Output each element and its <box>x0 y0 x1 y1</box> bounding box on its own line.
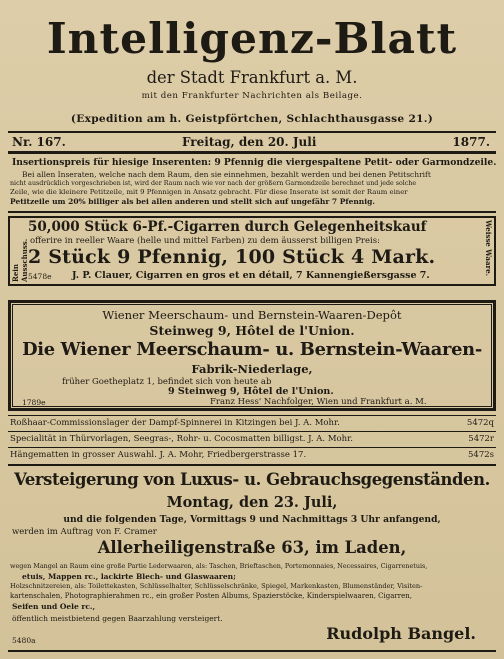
meerschaum-signature: Franz Hess' Nachfolger, Wien und Frankfurt a. M. <box>210 397 427 407</box>
cigar-side-left: Rein Ausschuss. <box>11 238 29 282</box>
auction-items-5: Seifen und Oele rc., <box>12 602 96 611</box>
auction-items-2: etuis, Mappen rc., lackirte Blech- und Glaswaaren; <box>22 572 236 581</box>
auction-order: werden im Auftrag von F. Cramer <box>12 527 157 537</box>
auction-date: Montag, den 23. Juli, <box>166 494 338 511</box>
auction-items-3: Holzschnitzereien, als: Toilettekasten, Schlüsselhalter, Schlüsselschränke, Spiegel, Markenkasten, Blumenständer, Visiten- <box>10 582 423 590</box>
auction-auctioneer: Rudolph Bangel. <box>326 624 476 643</box>
cigar-price: 2 Stück 9 Pfennig, 100 Stück 4 Mark. <box>28 246 436 268</box>
small-ad-ref: 5472s <box>468 450 494 460</box>
auction-days: und die folgenden Tage, Vormittags 9 und Nachmittags 3 Uhr anfangend, <box>63 514 441 525</box>
page-bottom-rule <box>8 650 496 652</box>
meerschaum-line-4: Fabrik-Niederlage, <box>191 362 313 376</box>
insertion-line-2: Bei allen Inseraten, welche nach dem Raum, den sie einnehmen, bezahlt werden und bei denen Petitschrift <box>22 170 431 179</box>
issue-year: 1877. <box>452 135 490 149</box>
auction-ref: 5480a <box>12 636 36 645</box>
issue-rule-bottom <box>8 151 496 154</box>
small-ads-rule-1 <box>8 415 496 416</box>
cigar-headline: 50,000 Stück 6-Pf.-Cigarren durch Gelegenheitskauf <box>28 219 427 235</box>
masthead-title: Intelligenz-Blatt <box>46 14 458 64</box>
small-ad-text: Specialität in Thürvorlagen, Seegras-, Rohr- u. Cocosmatten billigst. J. A. Mohr. <box>10 434 353 444</box>
insertion-line-1: Insertionspreis für hiesige Inserenten: 9 Pfennig die viergespaltene Petit- oder Garmondzeile. <box>12 157 497 168</box>
small-ad-text: Roßhaar-Commissionslager der Dampf-Spinnerei in Kitzingen bei J. A. Mohr. <box>10 418 340 428</box>
meerschaum-line-2: Steinweg 9, Hôtel de l'Union. <box>149 323 355 338</box>
issue-date: Freitag, den 20. Juli <box>182 135 317 149</box>
small-ad-ref: 5472q <box>466 418 494 428</box>
small-ad-text: Hängematten in grosser Auswahl. J. A. Mohr, Friedbergerstrasse 17. <box>10 450 307 460</box>
small-ad-row <box>10 418 494 428</box>
cigar-side-right: Weisse Waare. <box>484 220 493 277</box>
issue-number: Nr. 167. <box>12 135 66 149</box>
small-ad-ref: 5472r <box>468 434 494 444</box>
auction-items-1: wegen Mangel an Raum eine große Partie Lederwaaren, als: Taschen, Brieftaschen, Portemonnaies, Necessaires, Cigarrenetuis, <box>10 562 428 570</box>
cigar-ref: 5478e <box>28 272 52 281</box>
small-ads-rule-4 <box>8 464 496 466</box>
auction-location: Allerheiligenstraße 63, im Laden, <box>97 538 407 557</box>
cigar-seller: J. P. Clauer, Cigarren en gros et en détail, 7 Kannengießersgasse 7. <box>72 270 430 281</box>
meerschaum-line-1: Wiener Meerschaum- und Bernstein-Waaren-Depôt <box>102 308 402 322</box>
masthead-supplement: mit den Frankfurter Nachrichten als Beilage. <box>141 91 363 101</box>
cigar-offer: offerire in reeller Waare (helle und mittel Farben) zu dem äusserst billigen Preis: <box>30 236 380 246</box>
auction-headline: Versteigerung von Luxus- u. Gebrauchsgegenständen. <box>14 470 490 489</box>
small-ads-rule-3 <box>8 447 496 448</box>
insertion-line-4: Zeile, wie die kleinere Petitzeile, mit 9 Pfennigen in Ansatz gebracht. Für diese Inserate ist somit der Raum einer <box>10 188 408 196</box>
meerschaum-line-3: Die Wiener Meerschaum- u. Bernstein-Waaren- <box>22 339 482 360</box>
masthead-expedition: (Expedition am h. Geistpförtchen, Schlachthausgasse 21.) <box>70 113 434 125</box>
masthead-subtitle: der Stadt Frankfurt a. M. <box>146 68 358 87</box>
meerschaum-line-5a: früher Goetheplatz 1, befindet sich von heute ab <box>62 377 272 387</box>
auction-items-6: öffentlich meistbietend gegen Baarzahlung versteigert. <box>12 614 223 623</box>
auction-items-4: kartenschalen, Photographierahmen rc., ein großer Posten Albums, Spazierstöcke, Kinderspielwaaren, Cigarren, <box>10 592 412 600</box>
small-ads-rule-2 <box>8 431 496 432</box>
small-ad-row <box>10 450 494 460</box>
issue-rule-top <box>8 131 496 133</box>
insertion-line-5: Petitzeile um 20% billiger als bei allen anderen und stellt sich auf ungefähr 7 Pfennig. <box>10 197 375 206</box>
meerschaum-line-5b: 9 Steinweg 9, Hôtel de l'Union. <box>168 386 334 397</box>
insertion-rule <box>8 211 496 213</box>
insertion-line-3: nicht ausdrücklich vorgeschrieben ist, wird der Raum nach wie vor nach der größern Garmondzeile berechnet und jede solche <box>10 180 417 187</box>
meerschaum-ref: 1789e <box>22 398 46 407</box>
small-ad-row <box>10 434 494 444</box>
